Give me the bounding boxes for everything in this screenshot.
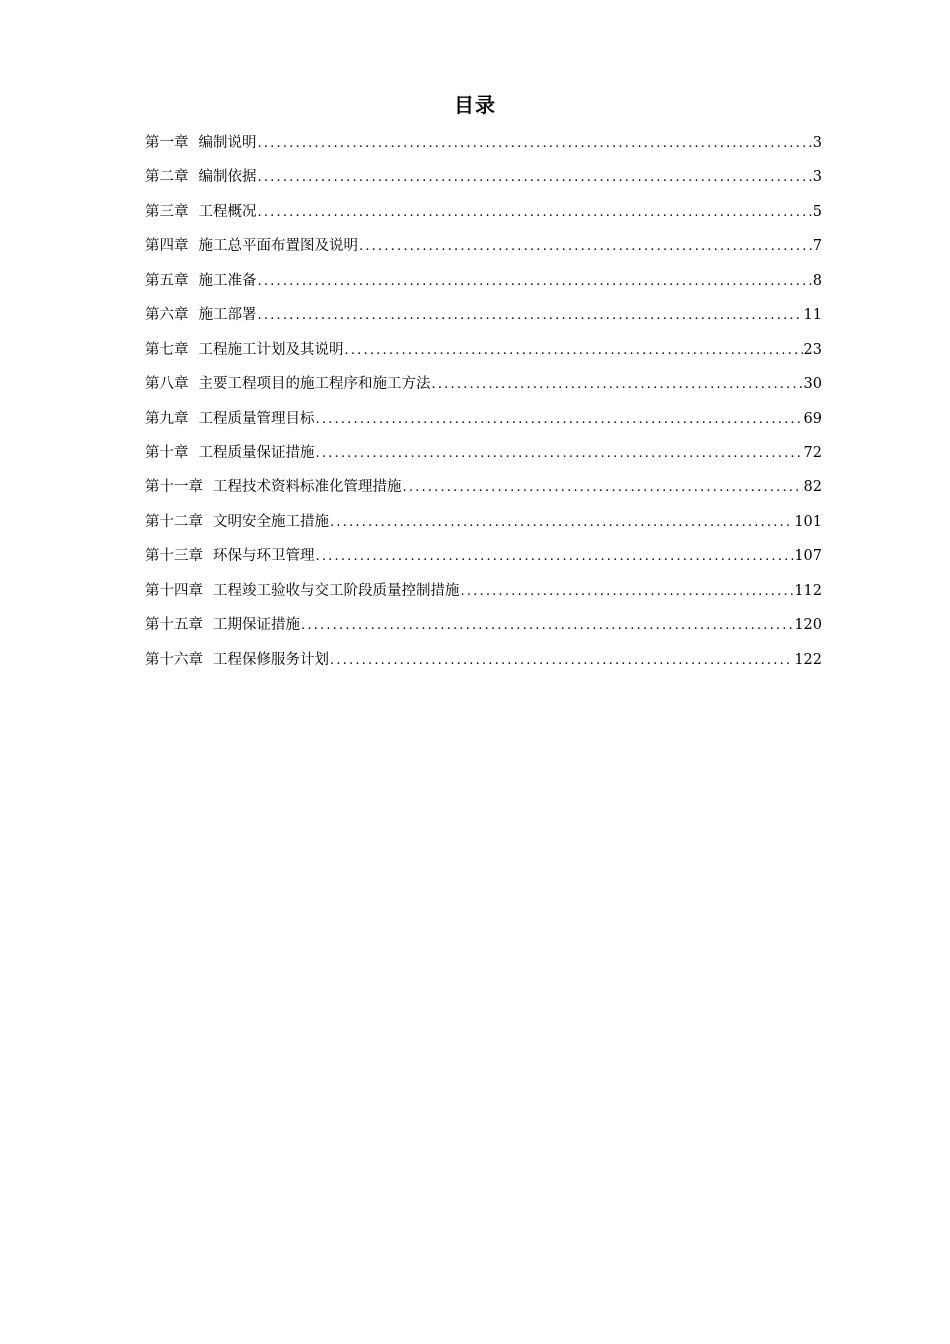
toc-entry[interactable] [145, 369, 822, 403]
toc-dot-leader [316, 439, 803, 469]
toc-page-number: 107 [794, 548, 822, 565]
toc-chapter-number: 第七章 [145, 341, 189, 358]
toc-page-number: 11 [803, 307, 822, 324]
toc-chapter-number: 第四章 [145, 238, 189, 255]
toc-chapter-number: 第十一章 [145, 479, 203, 496]
toc-chapter-name: 文明安全施工措施 [213, 513, 329, 530]
toc-dot-leader [330, 646, 793, 676]
toc-chapter-number: 第十五章 [145, 617, 203, 634]
toc-entry[interactable] [145, 610, 822, 644]
toc-chapter-name: 主要工程项目的施工程序和施工方法 [198, 376, 431, 393]
toc-chapter-name: 施工准备 [198, 272, 257, 289]
toc-dot-leader [461, 577, 794, 607]
toc-page-number: 101 [794, 513, 822, 530]
toc-page-number: 30 [803, 376, 822, 393]
toc-chapter-name: 编制说明 [198, 135, 257, 151]
toc-chapter-name: 工程质量保证措施 [198, 444, 315, 461]
toc-dot-leader [258, 301, 803, 331]
toc-page-number: 120 [794, 617, 822, 634]
toc-page-number: 122 [794, 651, 822, 668]
toc-entry[interactable] [145, 404, 822, 438]
toc-chapter-number: 第二章 [145, 169, 189, 186]
toc-chapter-name: 环保与环卫管理 [213, 548, 315, 565]
toc-chapter-name: 工程质量管理目标 [198, 410, 315, 427]
toc-dot-leader [258, 129, 812, 159]
toc-page-number: 23 [803, 341, 822, 358]
toc-dot-leader [316, 542, 794, 572]
toc-entry[interactable] [145, 541, 822, 575]
toc-chapter-name: 工程技术资料标准化管理措施 [213, 479, 402, 496]
toc-chapter-number: 第九章 [145, 410, 189, 427]
toc-chapter-number: 第十章 [145, 444, 189, 461]
toc-page-number: 69 [803, 410, 822, 427]
toc-list [145, 128, 822, 679]
toc-entry[interactable] [145, 645, 822, 679]
toc-dot-leader [258, 163, 812, 193]
toc-entry[interactable] [145, 335, 822, 369]
toc-entry[interactable] [145, 231, 822, 265]
toc-chapter-number: 第八章 [145, 376, 189, 393]
toc-chapter-number: 第十三章 [145, 548, 203, 565]
toc-entry[interactable] [145, 507, 822, 541]
toc-chapter-number: 第六章 [145, 307, 189, 324]
toc-entry[interactable] [145, 128, 822, 162]
toc-chapter-number: 第三章 [145, 203, 189, 220]
toc-page-number: 82 [803, 479, 822, 496]
toc-page-number: 3 [812, 169, 822, 186]
toc-page-number: 112 [794, 582, 822, 599]
toc-entry[interactable] [145, 300, 822, 334]
toc-chapter-name: 施工部署 [198, 307, 257, 324]
toc-chapter-name: 编制依据 [198, 169, 257, 186]
toc-chapter-number: 第十二章 [145, 513, 203, 530]
toc-chapter-number: 第五章 [145, 272, 189, 289]
toc-dot-leader [345, 336, 803, 366]
toc-chapter-name: 工程概况 [198, 203, 257, 220]
toc-page-number: 5 [812, 203, 822, 220]
toc-title: 目录 [454, 93, 496, 117]
toc-dot-leader [432, 370, 803, 400]
toc-chapter-number: 第一章 [145, 135, 189, 151]
toc-chapter-name: 工程保修服务计划 [213, 651, 329, 668]
toc-page-number: 3 [812, 135, 822, 151]
toc-chapter-name: 施工总平面布置图及说明 [198, 238, 358, 255]
toc-dot-leader [258, 198, 812, 228]
toc-entry[interactable] [145, 576, 822, 610]
toc-entry[interactable] [145, 197, 822, 231]
toc-dot-leader [359, 232, 812, 262]
toc-chapter-name: 工程竣工验收与交工阶段质量控制措施 [213, 582, 460, 599]
toc-dot-leader [301, 611, 793, 641]
toc-chapter-name: 工期保证措施 [213, 617, 300, 634]
toc-dot-leader [403, 473, 803, 503]
toc-page-number: 7 [812, 238, 822, 255]
toc-page-number: 8 [812, 272, 822, 289]
toc-chapter-number: 第十四章 [145, 582, 203, 599]
toc-dot-leader [316, 405, 803, 435]
toc-dot-leader [258, 267, 812, 297]
toc-chapter-number: 第十六章 [145, 651, 203, 668]
toc-entry[interactable] [145, 162, 822, 196]
toc-entry[interactable] [145, 266, 822, 300]
toc-entry[interactable] [145, 472, 822, 506]
toc-chapter-name: 工程施工计划及其说明 [198, 341, 344, 358]
toc-page-number: 72 [803, 444, 822, 461]
toc-entry[interactable] [145, 438, 822, 472]
toc-dot-leader [330, 508, 793, 538]
